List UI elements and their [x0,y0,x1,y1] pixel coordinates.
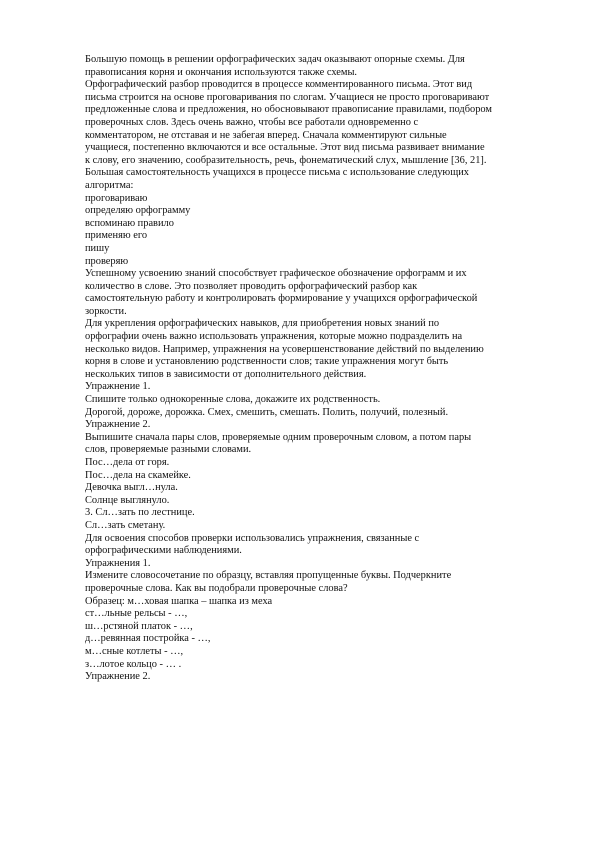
text-line: Сл…зать сметану. [85,519,166,531]
text-line: Большая самостоятельность учащихся в процессе письма с использование следующих [85,167,469,179]
list-item: вспоминаю правило [85,217,174,229]
text-line: проверочных слов. Здесь очень важно, чтобы все работали одновременно с [85,116,419,128]
text-line: орфографическими наблюдениями. [85,545,242,557]
text-line: д…ревянная постройка - …, [85,633,211,645]
text-line: Выпишите сначала пары слов, проверяемые одним проверочным словом, а потом пары [85,431,472,443]
text-line: Большую помощь в решении орфографических задач оказывают опорные схемы. Для [85,54,465,65]
exercise-heading: Упражнение 1. [85,381,151,393]
text-line: з…лотое кольцо - … . [85,658,182,670]
text-line: несколько видов. Например, упражнения на усовершенствование действий по выделению [85,343,484,355]
exercise-heading: Упражнение 2. [85,671,151,683]
text-line: зоркости. [85,305,127,317]
text-line: письма строится на основе проговаривания по слогам. Учащиеся не просто проговаривают [85,91,490,103]
exercise-heading: Упражнение 2. [85,419,151,431]
text-line: корня в слове и установлению родственности слов; такие упражнения могут быть [85,356,449,368]
text-line: комментатором, не отставая и не забегая вперед. Сначала комментируют сильные [85,129,447,141]
list-item: применяю его [85,230,148,242]
text-line: алгоритма: [85,179,134,191]
text-line: Для освоения способов проверки использовались упражнения, связанные с [85,532,420,544]
text-line: Солнце выглянуло. [85,494,170,506]
text-line: слов, проверяемые разными словами. [85,444,252,456]
text-line: проверочные слова. Как вы подобрали проверочные слова? [85,582,348,594]
text-line: Спишите только однокоренные слова, докажите их родственность. [85,394,381,406]
list-item: определяю орфограмму [85,205,191,217]
text-line: Измените словосочетание по образцу, вставляя пропущенные буквы. Подчеркните [85,570,452,582]
text-line: Девочка выгл…нула. [85,482,178,494]
text-line: Пос…дела на скамейке. [85,469,191,481]
text-line: к слову, его значению, сообразительность, речь, фонематический слух, мышление [36, 21]. [85,154,487,166]
text-line: Дорогой, дороже, дорожка. Смех, смешить, смешать. Полить, получий, полезный. [85,406,449,418]
list-item: проговариваю [85,192,148,204]
text-line: Образец: м…ховая шапка – шапка из меха [85,595,273,607]
text-line: правописания корня и окончания используются также схемы. [85,66,358,78]
text-line: Для укрепления орфографических навыков, для приобретения новых знаний по [85,318,440,330]
text-line: Успешному усвоению знаний способствует графическое обозначение орфограмм и их [85,268,467,280]
text-line: Пос…дела от горя. [85,457,170,468]
text-line: количество в слове. Это позволяет проводить орфографический разбор как [85,280,418,292]
text-line: м…сные котлеты - …, [85,645,184,657]
text-line: самостоятельную работу и контролировать формирование у учащихся орфографической [85,293,478,305]
text-line: предложенные слова и предложения, но обосновывают правописание правилами, подбором [85,104,492,116]
list-item: проверяю [85,255,129,267]
text-line: нескольких типов в зависимости от дополнительного действия. [85,368,367,380]
text-line: учащиеся, постепенно включаются и все остальные. Этот вид письма развивает внимание [85,142,485,154]
text-line: Орфографический разбор проводится в процессе комментированного письма. Этот вид [85,79,473,91]
document-page [85,54,545,684]
text-line: ш…рстяной платок - …, [85,620,193,632]
exercise-heading: Упражнения 1. [85,557,151,569]
text-line: 3. Сл…зать по лестнице. [85,507,195,519]
list-item: пишу [85,242,110,254]
text-line: ст…льные рельсы - …, [85,608,188,620]
text-line: орфографии очень важно использовать упражнения, которые можно подразделить на [85,331,463,343]
